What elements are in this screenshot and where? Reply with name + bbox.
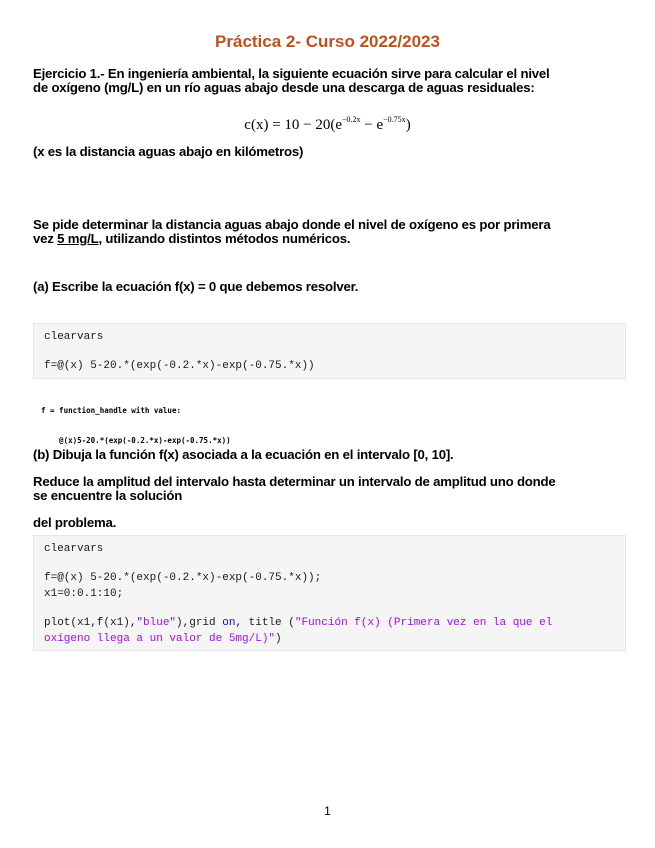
code-string: "blue" xyxy=(136,617,177,629)
code-line: x1=0:0.1:10; xyxy=(44,588,124,600)
page-number: 1 xyxy=(324,804,331,818)
part-b-instruction xyxy=(33,475,623,503)
code-line xyxy=(44,633,282,645)
part-b-continuation: del problema. xyxy=(33,515,117,530)
formula-lhs: c(x) = 10 − 20(e xyxy=(244,117,343,133)
task-line-2 xyxy=(33,232,623,246)
code-line: f=@(x) 5-20.*(exp(-0.2.*x)-exp(-0.75.*x)) xyxy=(44,360,315,372)
task-line-2-pre: vez xyxy=(33,231,58,246)
target-concentration: 5 mg/L xyxy=(57,231,99,246)
task-line-1: Se pide determinar la distancia aguas abajo donde el nivel de oxígeno es por primera xyxy=(33,217,551,232)
code-token: ) xyxy=(275,633,282,645)
exercise-1-line-1: Ejercicio 1.- En ingeniería ambiental, la siguiente ecuación sirve para calcular el nivel xyxy=(33,66,550,81)
x-description: (x es la distancia aguas abajo en kilómetros) xyxy=(33,144,304,159)
code-token: , title ( xyxy=(235,617,295,629)
task-statement xyxy=(33,218,623,246)
task-line-2-post: , utilizando distintos métodos numéricos. xyxy=(98,231,351,246)
exercise-1-intro xyxy=(33,67,623,95)
code-block-1[interactable] xyxy=(33,323,626,379)
code-string: oxígeno llega a un valor de 5mg/L)" xyxy=(44,633,276,645)
code-string: "Función f(x) (Primera vez en la que el xyxy=(294,617,553,629)
formula-mid: − e xyxy=(360,117,384,133)
exercise-1-line-2: de oxígeno (mg/L) en un río aguas abajo desde una descarga de aguas residuales: xyxy=(33,80,535,95)
code-line: f=@(x) 5-20.*(exp(-0.2.*x)-exp(-0.75.*x)); xyxy=(44,572,322,584)
code-line: clearvars xyxy=(44,331,104,343)
code-token: plot(x1,f(x1), xyxy=(44,617,137,629)
part-b-line-1: Reduce la amplitud del intervalo hasta determinar un intervalo de amplitud uno donde xyxy=(33,474,556,489)
part-b-heading: (b) Dibuja la función f(x) asociada a la ecuación en el intervalo [0, 10]. xyxy=(33,447,454,462)
code-token: ),grid xyxy=(176,617,223,629)
code-keyword: on xyxy=(222,617,236,629)
output-line: f = function_handle with value: xyxy=(41,406,181,415)
code-block-2[interactable] xyxy=(33,535,626,651)
code-line: clearvars xyxy=(44,543,104,555)
formula-exp-1: −0.2x xyxy=(342,115,361,124)
output-line: @(x)5-20.*(exp(-0.2.*x)-exp(-0.75.*x)) xyxy=(41,436,231,445)
part-b-line-2: se encuentre la solución xyxy=(33,488,183,503)
part-a-heading: (a) Escribe la ecuación f(x) = 0 que debemos resolver. xyxy=(33,279,359,294)
formula-exp-2: −0.75x xyxy=(383,115,406,124)
page-title: Práctica 2- Curso 2022/2023 xyxy=(215,32,440,51)
oxygen-formula xyxy=(0,115,655,134)
formula-end: ) xyxy=(405,117,411,133)
code-line xyxy=(44,617,552,629)
